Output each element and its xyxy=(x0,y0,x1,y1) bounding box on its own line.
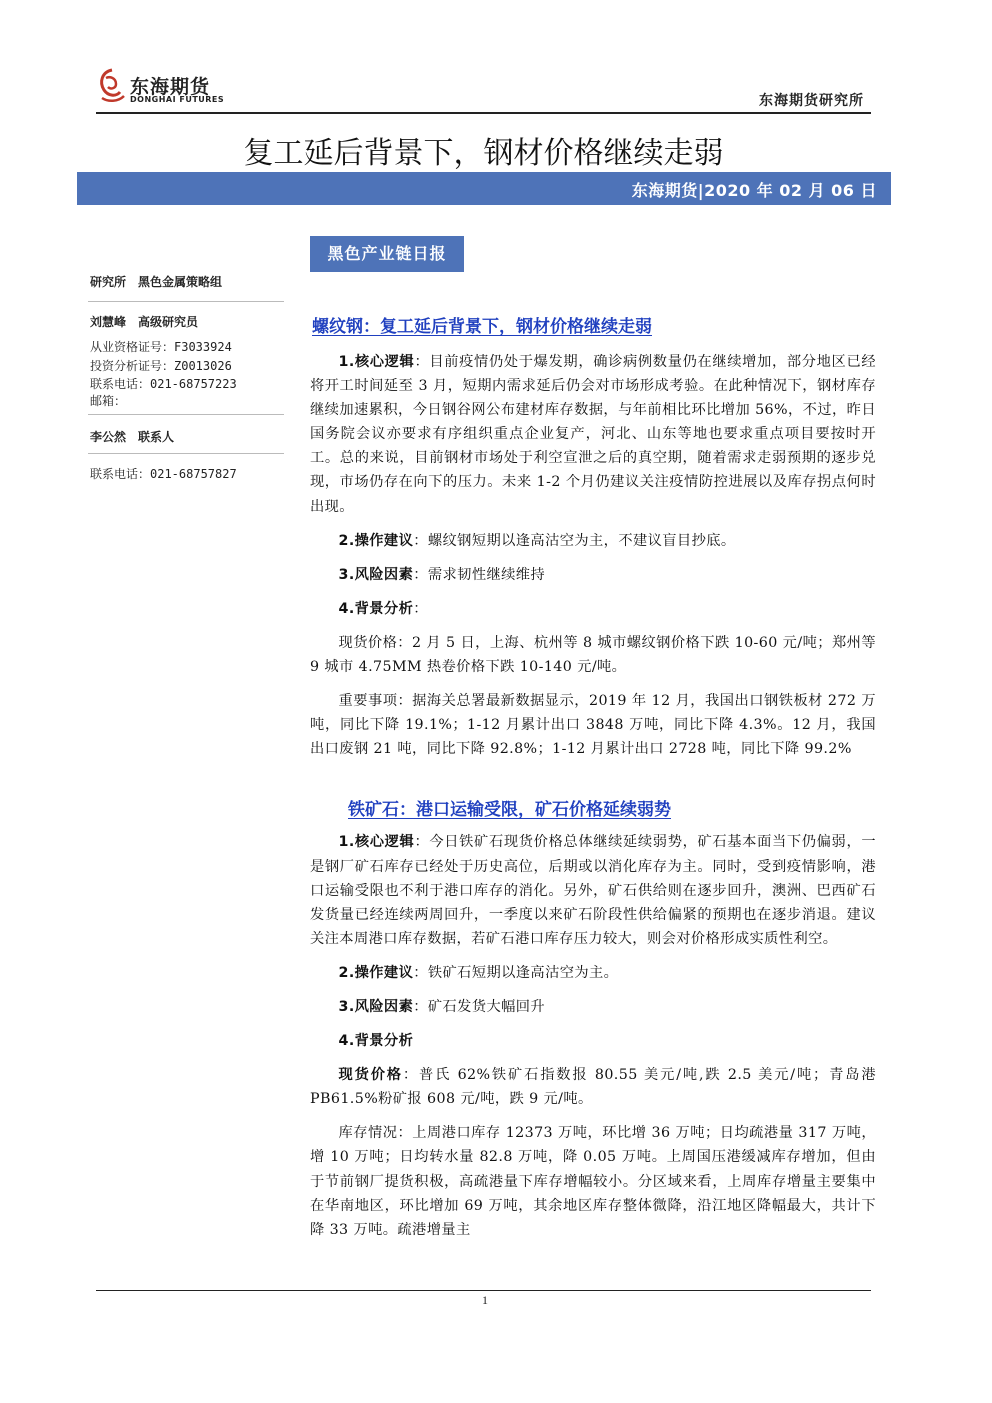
main-content xyxy=(310,312,876,1242)
rebar-core-logic xyxy=(310,350,876,519)
rebar-op-text: ：螺纹钢短期以逢高沽空为主，不建议盲目抄底。 xyxy=(413,532,736,549)
sidebar-divider xyxy=(88,414,284,415)
rebar-operation xyxy=(310,529,876,553)
header-divider xyxy=(96,112,871,114)
document-title: 复工延后背景下，钢材价格继续走弱 xyxy=(243,136,724,171)
rebar-background-heading xyxy=(310,597,876,621)
rebar-section-title: 螺纹钢：复工延后背景下，钢材价格继续走弱 xyxy=(312,317,652,337)
rebar-section xyxy=(310,312,876,761)
contact-phone: 联系电话：021-68757827 xyxy=(90,467,237,481)
ore-op-label: 2.操作建议 xyxy=(338,964,414,981)
sidebar-analyst xyxy=(90,313,198,330)
sidebar-divider xyxy=(88,453,284,454)
ore-inventory: 库存情况：上周港口库存 12373 万吨，环比增 36 万吨；日均疏港量 317 万吨，增 10 万吨；日均转水量 82.8 万吨，降 0.05 万吨。上周国压港缓减库存增加，但由于节前钢厂提货积极，高疏港量下库存增幅较小。分区域来看，上周库存增量主要集中在华南地区，环比增加 69 万吨，其余地区库存整体微降，沿江地区降幅最大，共计下降 33 万吨。疏港增量主 xyxy=(310,1125,876,1238)
report-type-badge: 黑色产业链日报 xyxy=(310,236,464,272)
ore-bg-label: 4.背景分析 xyxy=(338,1033,414,1050)
analyst-cert-invest: 投资分析证号：Z0013026 xyxy=(90,359,232,373)
analyst-cert-qual: 从业资格证号：F3033924 xyxy=(90,340,232,354)
ore-spot-label: 现货价格 xyxy=(338,1067,403,1084)
sidebar-dept-value: 黑色金属策略组 xyxy=(138,275,223,289)
logo-chinese-text: 东海期货 xyxy=(130,76,211,98)
ore-logic-text: ：今日铁矿石现货价格总体继续延续弱势，矿石基本面当下仍偏弱，一是钢厂矿石库存已经处于历史高位，后期或以消化库存为主。同时，受到疫情影响，港口运输受限也不利于港口库存的消化。另外，矿石供给则在逐步回升，澳洲、巴西矿石发货量已经连续两周回升，一季度以来矿石阶段性供给偏紧的预期也在逐步消退。建议关注本周港口库存数据，若矿石港口库存压力较大，则会对价格形成实质性利空。 xyxy=(310,834,876,947)
footer-divider xyxy=(96,1290,871,1291)
analyst-phone: 联系电话：021-68757223 xyxy=(90,377,237,391)
ore-risk-label: 3.风险因素 xyxy=(338,998,414,1015)
header-institute: 东海期货研究所 xyxy=(759,93,864,109)
sidebar-divider xyxy=(88,301,284,302)
rebar-risk-label: 3.风险因素 xyxy=(338,566,414,583)
sidebar-dept-label: 研究所 xyxy=(90,275,127,289)
ore-background-heading xyxy=(310,1029,876,1053)
ore-risk xyxy=(310,995,876,1019)
analyst-name: 刘慧峰 xyxy=(90,315,127,329)
rebar-logic-label: 1.核心逻辑 xyxy=(338,354,415,370)
analyst-email: 邮箱： xyxy=(90,394,127,408)
sidebar-dept xyxy=(90,273,222,290)
sidebar-contact xyxy=(90,428,174,445)
rebar-op-label: 2.操作建议 xyxy=(338,532,414,549)
rebar-risk xyxy=(310,563,876,587)
contact-title: 联系人 xyxy=(138,430,175,444)
page-number: 1 xyxy=(482,1293,488,1307)
rebar-spot-price: 现货价格：2 月 5 日，上海、杭州等 8 城市螺纹钢价格下跌 10-60 元/吨；郑州等 9 城市 4.75MM 热卷价格下跌 10-140 元/吨。 xyxy=(310,634,876,676)
ore-core-logic xyxy=(310,830,876,950)
rebar-bg-colon: ： xyxy=(413,600,428,617)
ore-section-title: 铁矿石：港口运输受限，矿石价格延续弱势 xyxy=(348,800,671,821)
analyst-title: 高级研究员 xyxy=(138,315,199,329)
ore-op-text: ：铁矿石短期以逢高沽空为主。 xyxy=(413,964,619,981)
rebar-risk-text: ：需求韧性继续维持 xyxy=(413,566,546,583)
company-logo xyxy=(96,66,236,108)
banner-text: 东海期货|2020 年 02 月 06 日 xyxy=(631,181,877,200)
contact-name: 李公然 xyxy=(90,430,127,444)
ore-spot-price xyxy=(310,1063,876,1111)
rebar-key-events: 重要事项：据海关总署最新数据显示，2019 年 12 月，我国出口钢铁板材 272 万吨，同比下降 19.1%；1-12 月累计出口 3848 万吨，同比下降 4.3%。12 月，我国出口废钢 21 吨，同比下降 92.8%；1-12 月累计出口 2728 吨，同比下降 99.2% xyxy=(310,693,876,758)
date-banner xyxy=(77,172,891,205)
rebar-logic-text: ：目前疫情仍处于爆发期，确诊病例数量仍在继续增加，部分地区已经将开工时间延至 3 月，短期内需求延后仍会对市场形成考验。在此种情况下，钢材库存继续加速累积，今日钢谷网公布建材库存数据，与年前相比环比增加 56%，不过，昨日国务院会议亦要求有序组织重点企业复产，河北、山东等地也要求重点项目要按时开工。总的来说，目前钢材市场处于利空宣泄之后的真空期，随着需求走弱预期的逐步兑现，市场仍存在向下的压力。未来 1-2 个月仍建议关注疫情防控进展以及库存拐点何时出现。 xyxy=(310,354,876,515)
ore-section xyxy=(310,795,876,1241)
rebar-bg-label: 4.背景分析 xyxy=(338,600,414,617)
logo-english-text: DONGHAI FUTURES xyxy=(130,95,225,104)
ore-spot-text: ：普氏 62%铁矿石指数报 80.55 美元/吨,跌 2.5 美元/吨；青岛港 PB61.5%粉矿报 608 元/吨，跌 9 元/吨。 xyxy=(310,1067,876,1108)
logo-mark-icon xyxy=(96,66,128,106)
ore-risk-text: ：矿石发货大幅回升 xyxy=(413,998,546,1015)
ore-logic-label: 1.核心逻辑 xyxy=(338,834,415,851)
ore-operation xyxy=(310,961,876,985)
